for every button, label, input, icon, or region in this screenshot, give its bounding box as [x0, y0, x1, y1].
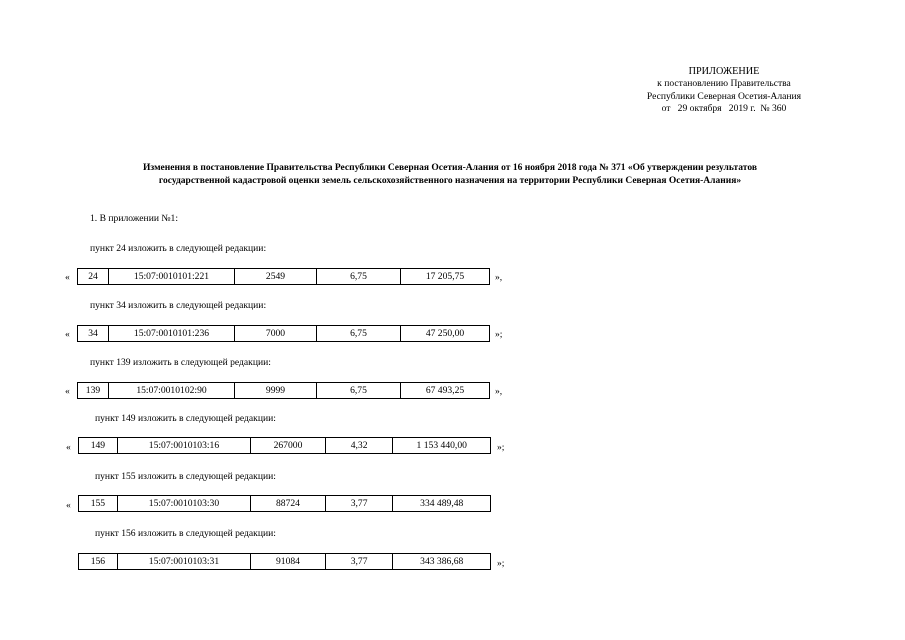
open-quote: « — [65, 386, 70, 397]
cadastral-number-cell: 15:07:0010101:236 — [108, 326, 234, 341]
area-cell: 267000 — [250, 438, 325, 453]
close-quote: », — [495, 272, 503, 283]
amendment-table-row — [77, 268, 490, 285]
area-cell: 88724 — [250, 496, 325, 511]
close-quote: »; — [497, 442, 505, 453]
row-number-cell: 34 — [88, 328, 98, 339]
cadastral-number-cell: 15:07:0010102:90 — [108, 383, 234, 398]
row-number-cell: 156 — [90, 556, 106, 567]
amendment-table-row — [77, 382, 490, 399]
amendment-caption: пункт 139 изложить в следующей редакции: — [90, 357, 271, 368]
open-quote: « — [66, 500, 71, 511]
intro-paragraph: 1. В приложении №1: — [90, 213, 178, 224]
area-cell: 9999 — [234, 383, 316, 398]
row-number-cell: 24 — [88, 271, 98, 282]
amendment-caption: пункт 24 изложить в следующей редакции: — [90, 243, 267, 254]
row-number-cell: 155 — [90, 498, 106, 509]
row-number-cell: 139 — [85, 385, 101, 396]
specific-value-cell: 3,77 — [325, 496, 393, 511]
specific-value-cell: 6,75 — [316, 326, 400, 341]
cadastral-number-cell: 15:07:0010103:30 — [117, 496, 250, 511]
appendix-line-1: к постановлению Правительства — [657, 78, 791, 90]
amendment-table-row — [78, 437, 491, 454]
amendment-caption: пункт 34 изложить в следующей редакции: — [90, 300, 267, 311]
open-quote: « — [65, 272, 70, 283]
cadastral-number-cell: 15:07:0010103:31 — [117, 554, 250, 569]
close-quote: », — [495, 386, 503, 397]
specific-value-cell: 6,75 — [316, 269, 400, 284]
amendment-table-row — [78, 495, 491, 512]
amendment-caption: пункт 149 изложить в следующей редакции: — [95, 413, 276, 424]
cadastral-value-cell: 343 386,68 — [392, 554, 490, 569]
amendment-caption: пункт 155 изложить в следующей редакции: — [95, 471, 276, 482]
document-title-line-2: государственной кадастровой оценки земель сельскохозяйственного назначения на территории Республики Северная Осетия-Алания» — [158, 175, 742, 186]
amendment-table-row — [78, 553, 491, 570]
cadastral-value-cell: 67 493,25 — [400, 383, 489, 398]
area-cell: 91084 — [250, 554, 325, 569]
cadastral-number-cell: 15:07:0010103:16 — [117, 438, 250, 453]
cadastral-number-cell: 15:07:0010101:221 — [108, 269, 234, 284]
area-cell: 7000 — [234, 326, 316, 341]
specific-value-cell: 6,75 — [316, 383, 400, 398]
specific-value-cell: 3,77 — [325, 554, 393, 569]
open-quote: « — [65, 329, 70, 340]
specific-value-cell: 4,32 — [325, 438, 393, 453]
appendix-header — [620, 66, 828, 116]
cadastral-value-cell: 17 205,75 — [400, 269, 489, 284]
open-quote: « — [66, 442, 71, 453]
cadastral-value-cell: 1 153 440,00 — [392, 438, 490, 453]
amendment-caption: пункт 156 изложить в следующей редакции: — [95, 528, 276, 539]
cadastral-value-cell: 47 250,00 — [400, 326, 489, 341]
cadastral-value-cell: 334 489,48 — [392, 496, 490, 511]
appendix-heading: ПРИЛОЖЕНИЕ — [688, 66, 760, 77]
close-quote: »; — [497, 558, 505, 569]
row-number-cell: 149 — [90, 440, 106, 451]
amendment-table-row — [77, 325, 490, 342]
area-cell: 2549 — [234, 269, 316, 284]
appendix-line-3: от 29 октября 2019 г. № 360 — [661, 103, 787, 115]
close-quote: »; — [495, 329, 503, 340]
document-title-line-1: Изменения в постановление Правительства Республики Северная Осетия-Алания от 16 ноября 2018 года № 371 «Об утверждении результатов — [143, 163, 757, 173]
document-title — [40, 162, 860, 187]
appendix-line-2: Республики Северная Осетия-Алания — [646, 90, 802, 102]
